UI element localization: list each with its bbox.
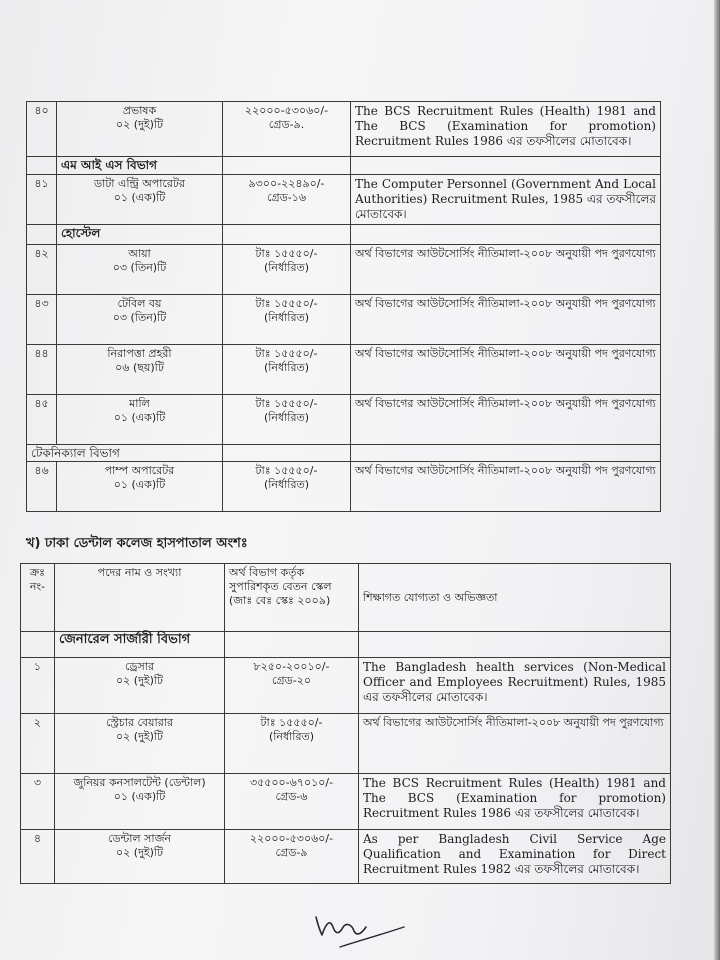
post-name: স্ট্রেচার বেয়ারার [105, 716, 174, 729]
table-row [27, 462, 661, 512]
pay-grade: (নির্ধারিত) [268, 730, 315, 743]
header-serial: ক্রঃ নং- [21, 564, 55, 632]
table-row [21, 658, 671, 714]
post-count: ০৬ (ছয়)টি [115, 361, 164, 374]
table-row [21, 830, 671, 884]
serial-cell: ৪ [21, 830, 55, 884]
serial-cell: ৪১ [27, 175, 57, 225]
blank-cell [21, 632, 55, 658]
table-row [21, 714, 671, 774]
pay-grade: (নির্ধারিত) [263, 361, 310, 374]
pay-scale: টাঃ ১৫৫৫০/- [255, 297, 318, 310]
blank-cell [223, 445, 351, 462]
post-name: নিরাপত্তা প্রহরী [107, 347, 172, 360]
qualification-cell: অর্থ বিভাগের আউটসোর্সিং নীতিমালা-২০০৮ অনুযায়ী পদ পুরণযোগ্য [351, 295, 661, 345]
pay-scale: টাঃ ১৫৫৫০/- [255, 247, 318, 260]
pay-scale: ৮২৫০-২০০১০/- [253, 660, 330, 673]
pay-scale: টাঃ ১৫৫৫০/- [255, 397, 318, 410]
post-cell [55, 830, 225, 884]
pay-scale: ২২০০০-৫৩০৬০/- [249, 832, 334, 845]
blank-cell [27, 157, 57, 175]
post-cell [55, 658, 225, 714]
post-cell [57, 175, 223, 225]
qualification-cell: অর্থ বিভাগের আউটসোর্সিং নীতিমালা-২০০৮ অনুযায়ী পদ পুরণযোগ্য [351, 462, 661, 512]
pay-grade: (নির্ধারিত) [263, 411, 310, 424]
post-cell [57, 295, 223, 345]
blank-cell [223, 157, 351, 175]
post-name: প্রভাষক [122, 104, 157, 117]
section-label: এম আই এস বিভাগ [57, 157, 223, 175]
post-count: ০২ (দুই)টি [115, 118, 164, 131]
post-name: ডেন্টাল সার্জন [108, 832, 171, 845]
scale-cell [225, 774, 359, 830]
header-post: পদের নাম ও সংখ্যা [55, 564, 225, 632]
post-count: ০২ (দুই)টি [115, 674, 164, 687]
scale-cell [223, 175, 351, 225]
post-count: ০৩ (তিন)টি [112, 311, 167, 324]
pay-grade: গ্রেড-৬ [275, 790, 308, 803]
header-row [21, 564, 671, 632]
qualification-cell: অর্থ বিভাগের আউটসোর্সিং নীতিমালা-২০০৮ অনুযায়ী পদ পুরণযোগ্য [351, 345, 661, 395]
pay-scale: ২২০০০-৫৩০৬০/- [244, 104, 329, 117]
serial-cell: ৩ [21, 774, 55, 830]
pay-grade: গ্রেড-২০ [271, 674, 312, 687]
post-name: ডাটা এন্ট্রি অপারেটর [94, 177, 185, 190]
section-row [27, 225, 661, 245]
pay-grade: (নির্ধারিত) [263, 311, 310, 324]
post-cell [57, 102, 223, 157]
qualification-cell: The BCS Recruitment Rules (Health) 1981 and The BCS (Examination for promotion) Recruitment Rules 1986 এর তফসীলের মোতাবেক। [351, 102, 661, 157]
post-count: ০৩ (তিন)টি [112, 261, 167, 274]
recruitment-table-b [20, 563, 671, 884]
scale-cell [223, 295, 351, 345]
post-cell [55, 714, 225, 774]
pay-scale: ৩৫৫০০-৬৭০১০/- [249, 776, 334, 789]
post-count: ০১ (এক)টি [113, 790, 166, 803]
section-label: হোস্টেল [57, 225, 223, 245]
pay-scale: টাঃ ১৫৫৫০/- [255, 464, 318, 477]
serial-cell: ৪৫ [27, 395, 57, 445]
blank-cell [351, 225, 661, 245]
post-name: টেবিল বয় [117, 297, 162, 310]
scale-cell [223, 345, 351, 395]
pay-grade: (নির্ধারিত) [263, 478, 310, 491]
pay-scale: টাঃ ১৫৫৫০/- [260, 716, 323, 729]
scale-cell [225, 830, 359, 884]
section-row [27, 157, 661, 175]
scale-cell [223, 102, 351, 157]
table-row [21, 774, 671, 830]
pay-scale: ৯৩০০-২২৪৯০/- [248, 177, 325, 190]
post-cell [55, 774, 225, 830]
blank-cell [225, 632, 359, 658]
header-scale: অর্থ বিভাগ কর্তৃক সুপারিশকৃত বেতন স্কেল (জাঃ বেঃ স্কেঃ ২০০৯) [225, 564, 359, 632]
section-label: টেকনিক্যাল বিভাগ [27, 445, 223, 462]
post-count: ০২ (দুই)টি [115, 846, 164, 859]
serial-cell: ৪৩ [27, 295, 57, 345]
header-qualification: শিক্ষাগত যোগ্যতা ও অভিজ্ঞতা [359, 564, 671, 632]
table-row [27, 175, 661, 225]
post-name: জুনিয়র কনসালটেন্ট (ডেন্টাল) [73, 776, 206, 789]
post-name: পাম্প অপারেটর [104, 464, 175, 477]
blank-cell [351, 445, 661, 462]
pay-grade: গ্রেড-১৬ [266, 191, 307, 204]
post-cell [57, 245, 223, 295]
qualification-cell: The Computer Personnel (Government And Local Authorities) Recruitment Rules, 1985 এর তফসীলের মোতাবেক। [351, 175, 661, 225]
post-cell [57, 462, 223, 512]
blank-cell [223, 225, 351, 245]
post-count: ০১ (এক)টি [113, 191, 166, 204]
post-count: ০১ (এক)টি [113, 478, 166, 491]
table-row [27, 345, 661, 395]
pay-scale: টাঃ ১৫৫৫০/- [255, 347, 318, 360]
table-row [27, 395, 661, 445]
post-name: আয়া [128, 247, 151, 260]
table-row [27, 102, 661, 157]
post-count: ০১ (এক)টি [113, 411, 166, 424]
serial-cell: ৪০ [27, 102, 57, 157]
blank-cell [351, 157, 661, 175]
section-row [27, 445, 661, 462]
serial-cell: ১ [21, 658, 55, 714]
section-row [21, 632, 671, 658]
pay-grade: গ্রেড-৯ [275, 846, 308, 859]
section-label: জেনারেল সার্জারী বিভাগ [55, 632, 225, 658]
page-edge-shadow [714, 0, 720, 960]
blank-cell [359, 632, 671, 658]
handwritten-signature [300, 905, 420, 955]
qualification-cell: The BCS Recruitment Rules (Health) 1981 and The BCS (Examination for promotion) Recruitment Rules 1986 এর তফসীলের মোতাবেক। [359, 774, 671, 830]
post-name: মালি [129, 397, 150, 410]
post-cell [57, 345, 223, 395]
serial-cell: ২ [21, 714, 55, 774]
qualification-cell: অর্থ বিভাগের আউটসোর্সিং নীতিমালা-২০০৮ অনুযায়ী পদ পুরণযোগ্য [351, 245, 661, 295]
pay-grade: গ্রেড-৯. [268, 118, 305, 131]
post-count: ০২ (দুই)টি [115, 730, 164, 743]
post-name: ড্রেসার [124, 660, 155, 673]
scale-cell [225, 658, 359, 714]
blank-cell [27, 225, 57, 245]
qualification-cell: As per Bangladesh Civil Service Age Qualification and Examination for Direct Recruitment Rules 1982 এর তফসীলের মোতাবেক। [359, 830, 671, 884]
serial-cell: ৪৪ [27, 345, 57, 395]
scale-cell [223, 395, 351, 445]
qualification-cell: অর্থ বিভাগের আউটসোর্সিং নীতিমালা-২০০৮ অনুযায়ী পদ পুরণযোগ্য [359, 714, 671, 774]
pay-grade: (নির্ধারিত) [263, 261, 310, 274]
table-row [27, 295, 661, 345]
table-row [27, 245, 661, 295]
recruitment-table-a [26, 101, 661, 512]
serial-cell: ৪৬ [27, 462, 57, 512]
scale-cell [223, 462, 351, 512]
serial-cell: ৪২ [27, 245, 57, 295]
scale-cell [225, 714, 359, 774]
section-b-heading: খ) ঢাকা ডেন্টাল কলেজ হাসপাতাল অংশঃ [26, 536, 248, 551]
qualification-cell: The Bangladesh health services (Non-Medical Officer and Employees Recruitment) Rules, 1985 এর তফসীলের মোতাবেক। [359, 658, 671, 714]
post-cell [57, 395, 223, 445]
qualification-cell: অর্থ বিভাগের আউটসোর্সিং নীতিমালা-২০০৮ অনুযায়ী পদ পুরণযোগ্য [351, 395, 661, 445]
scale-cell [223, 245, 351, 295]
